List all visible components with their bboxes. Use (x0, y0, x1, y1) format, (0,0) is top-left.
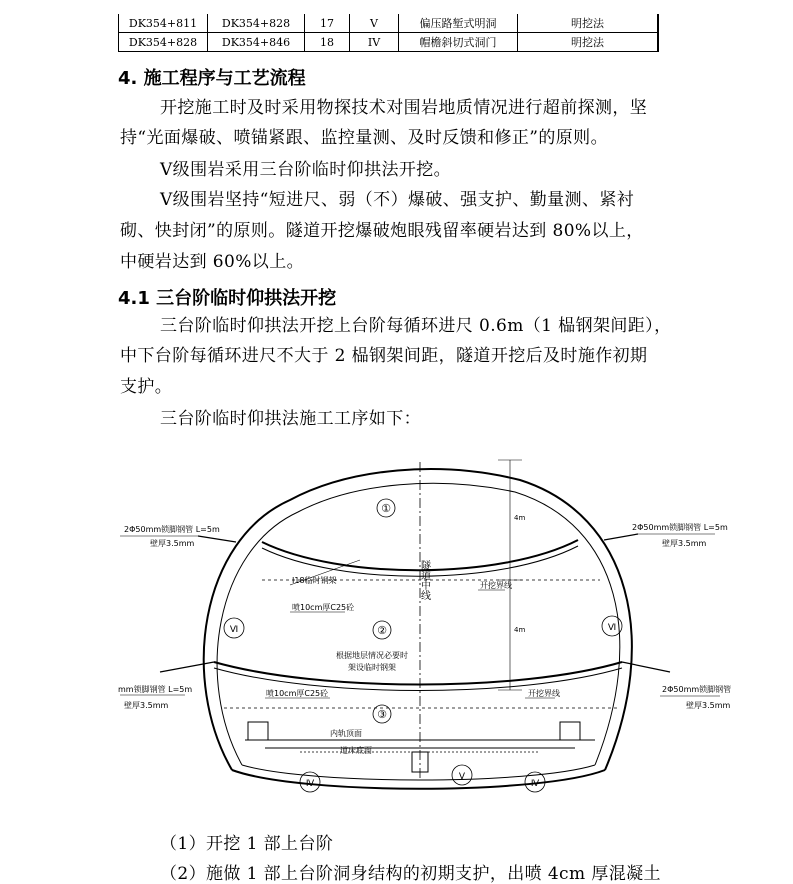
paragraph-line: 三台阶临时仰拱法开挖上台阶每循环进尺 0.6m（1 榀钢架间距）， (160, 316, 672, 336)
table-cell: V (350, 14, 399, 33)
section-heading-4: 4. 施工程序与工艺流程 (118, 68, 306, 89)
centerline-label: 隧道中线 (418, 560, 430, 600)
shotcrete-label: 喷10cm厚C25砼 (292, 603, 355, 612)
excavation-line-label: 开挖界线 (528, 689, 560, 698)
pipe-label: 壁厚3.5mm (662, 539, 707, 548)
region-6-left-label: Ⅵ (229, 625, 239, 635)
pipe-label: 2Φ50mm锁脚钢管 L=5m (632, 523, 728, 532)
region-4-left-label: Ⅳ (305, 779, 315, 789)
tunnel-section-diagram (0, 440, 793, 835)
inner-lining (217, 483, 620, 765)
rail-top-label: 内轨顶面 (330, 729, 362, 738)
geology-note: 根据地层情况必要时 (336, 651, 408, 660)
steel-frame-label: I18临时钢架 (292, 576, 337, 585)
paragraph-line: 开挖施工时及时采用物探技术对围岩地质情况进行超前探测，坚 (160, 98, 648, 118)
table-cell: DK354+828 (119, 33, 208, 52)
lock-pipe (160, 662, 214, 672)
step-line: （1）开挖 1 部上台阶 (160, 834, 334, 854)
temp-invert-middle-2 (214, 668, 622, 691)
region-6-right-label: Ⅵ (607, 623, 617, 633)
paragraph-line: 支护。 (120, 377, 173, 397)
table-cell: DK354+828 (208, 14, 305, 33)
pipe-label: 壁厚3.5mm (686, 701, 731, 710)
region-5-label: Ⅴ (458, 772, 466, 782)
table-cell: DK354+846 (208, 33, 305, 52)
paragraph-line: 三台阶临时仰拱法施工工序如下： (160, 409, 421, 429)
pipe-label: 壁厚3.5mm (124, 701, 169, 710)
region-3-label: ③ (377, 708, 387, 721)
pipe-label: 壁厚3.5mm (150, 539, 195, 548)
paragraph-line: Ⅴ级围岩坚持“短进尺、弱（不）爆破、强支护、勤量测、紧衬 (160, 190, 635, 210)
region-2-label: ② (377, 624, 387, 637)
section-heading-4-1: 4.1 三台阶临时仰拱法开挖 (118, 288, 337, 309)
invert-outer (232, 770, 605, 789)
paragraph-line: 砌、快封闭”的原则。隧道开挖爆破炮眼残留率硬岩达到 80%以上， (120, 221, 644, 241)
table-cell: IV (350, 33, 399, 52)
excavation-line-label: 开挖界线 (480, 581, 512, 590)
geology-note: 架设临时钢架 (348, 663, 396, 672)
slab-bottom-label: 道床底面 (340, 746, 372, 755)
table-row (119, 14, 659, 33)
table-cell: 18 (305, 33, 350, 52)
pipe-label: 2Φ50mm锁脚钢管 (662, 685, 732, 694)
table-cell: 偏压路堑式明洞 (399, 14, 518, 33)
lock-pipe (622, 662, 670, 672)
section-table (118, 14, 659, 52)
dimension-label: 4m (514, 514, 526, 522)
paragraph-line: 持“光面爆破、喷锚紧跟、监控量测、及时反馈和修正”的原则。 (120, 128, 608, 148)
pipe-label: mm锁脚钢管 L=5m (118, 685, 193, 694)
paragraph-line: 中硬岩达到 60%以上。 (120, 252, 304, 272)
region-4-right-label: Ⅳ (530, 779, 540, 789)
step-line: （2）施做 1 部上台阶洞身结构的初期支护，出喷 4cm 厚混凝土 (160, 864, 661, 884)
lock-pipe (604, 534, 638, 540)
paragraph-line: Ⅴ级围岩采用三台阶临时仰拱法开挖。 (160, 160, 452, 180)
table-cell: 明挖法 (518, 33, 659, 52)
pipe-label: 2Φ50mm锁脚钢管 L=5m (124, 525, 220, 534)
paragraph-line: 中下台阶每循环进尺不大于 2 榀钢架间距，隧道开挖后及时施作初期 (120, 346, 648, 366)
lock-pipe (198, 536, 236, 542)
table-row (119, 33, 659, 52)
table-cell: 帽檐斜切式洞门 (399, 33, 518, 52)
shotcrete-label: 喷10cm厚C25砼 (266, 689, 329, 698)
dimension-label: 4m (514, 626, 526, 634)
region-1-label: ① (381, 502, 391, 515)
table-cell: 17 (305, 14, 350, 33)
table-cell: 明挖法 (518, 14, 659, 33)
table-cell: DK354+811 (119, 14, 208, 33)
